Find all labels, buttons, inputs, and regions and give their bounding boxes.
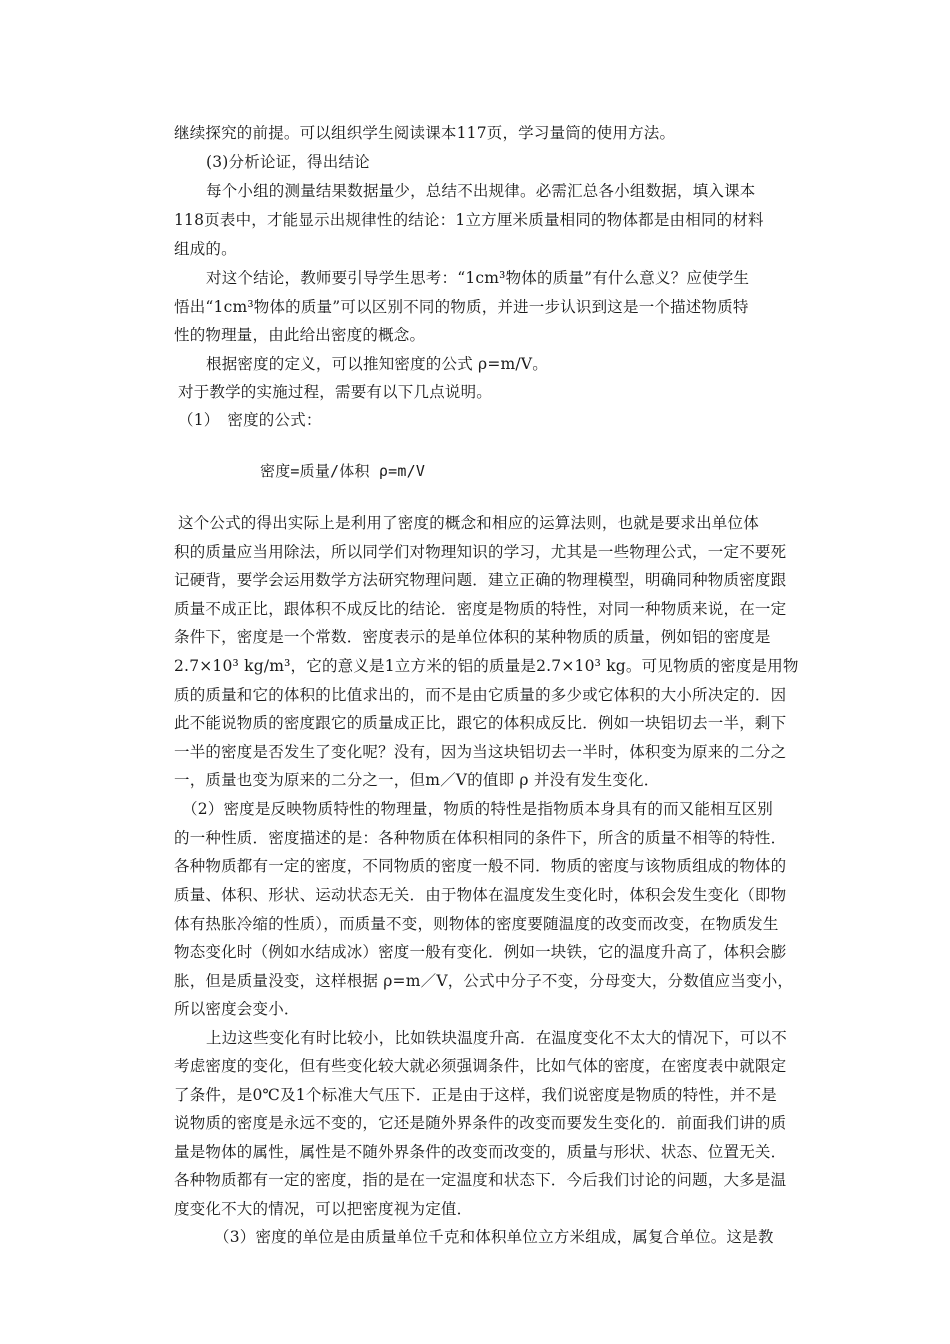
- text-line: 条件下，密度是一个常数．密度表示的是单位体积的某种物质的质量，例如铝的密度是: [174, 628, 771, 646]
- text-line: 根据密度的定义，可以推知密度的公式 ρ=m/V。: [206, 355, 548, 373]
- list-item-heading: （1） 密度的公式：: [178, 411, 322, 429]
- text-line: 质量、体积、形状、运动状态无关．由于物体在温度发生变化时，体积会发生变化（即物: [174, 886, 787, 904]
- text-line: 对于教学的实施过程，需要有以下几点说明。: [178, 383, 493, 401]
- text-line: 说物质的密度是永远不变的，它还是随外界条件的改变而要发生变化的．前面我们讲的质: [174, 1114, 787, 1132]
- text-line: 记硬背，要学会运用数学方法研究物理问题．建立正确的物理模型，明确同种物质密度跟: [174, 571, 787, 589]
- text-line: 每个小组的测量结果数据量少，总结不出规律。必需汇总各小组数据，填入课本: [206, 182, 756, 200]
- text-line: （2）密度是反映物质特性的物理量，物质的特性是指物质本身具有的而又能相互区别: [182, 800, 773, 818]
- text-line: 胀，但是质量没变，这样根据 ρ=m／V，公式中分子不变，分母变大，分数值应当变小，: [174, 972, 794, 990]
- density-formula: 密度=质量/体积 ρ=m/V: [260, 462, 426, 480]
- text-line: 这个公式的得出实际上是利用了密度的概念和相应的运算法则，也就是要求出单位体: [178, 514, 759, 532]
- text-line: 各种物质都有一定的密度，指的是在一定温度和状态下．今后我们讨论的问题，大多是温: [174, 1171, 787, 1189]
- text-line: 的一种性质．密度描述的是：各种物质在体积相同的条件下，所含的质量不相等的特性．: [174, 829, 787, 847]
- text-line: 所以密度会变小．: [174, 1000, 300, 1018]
- text-line: （3）密度的单位是由质量单位千克和体积单位立方米组成，属复合单位。这是教: [214, 1228, 774, 1246]
- section-heading: (3)分析论证，得出结论: [206, 153, 370, 171]
- text-line: 度变化不大的情况，可以把密度视为定值．: [174, 1200, 473, 1218]
- text-line: 物态变化时（例如水结成冰）密度一般有变化．例如一块铁，它的温度升高了，体积会膨: [174, 943, 787, 961]
- text-line: 上边这些变化有时比较小，比如铁块温度升高．在温度变化不太大的情况下，可以不: [206, 1029, 787, 1047]
- text-line: 对这个结论，教师要引导学生思考：“1cm³物体的质量”有什么意义？应使学生: [206, 269, 750, 287]
- text-line: 质的质量和它的体积的比值求出的，而不是由它质量的多少或它体积的大小所决定的．因: [174, 686, 787, 704]
- text-line: 性的物理量，由此给出密度的概念。: [174, 326, 426, 344]
- text-line: 量是物体的属性，属性是不随外界条件的改变而改变的，质量与形状、状态、位置无关．: [174, 1143, 787, 1161]
- text-line: 积的质量应当用除法，所以同学们对物理知识的学习，尤其是一些物理公式，一定不要死: [174, 543, 787, 561]
- text-line: 质量不成正比，跟体积不成反比的结论．密度是物质的特性，对同一种物质来说，在一定: [174, 600, 787, 618]
- text-line: 一半的密度是否发生了变化呢？没有，因为当这块铝切去一半时，体积变为原来的二分之: [174, 743, 787, 761]
- text-line: 继续探究的前提。可以组织学生阅读课本117页，学习量筒的使用方法。: [174, 124, 676, 142]
- text-line: 考虑密度的变化，但有些变化较大就必须强调条件，比如气体的密度，在密度表中就限定: [174, 1057, 787, 1075]
- text-line: 118页表中，才能显示出规律性的结论：1立方厘米质量相同的物体都是由相同的材料: [174, 211, 764, 229]
- text-line: 2.7×10³ kg/m³，它的意义是1立方米的铝的质量是2.7×10³ kg。可见物质的密度是用物: [174, 657, 799, 675]
- text-line: 了条件，是0℃及1个标准大气压下．正是由于这样，我们说密度是物质的特性，并不是: [174, 1086, 777, 1104]
- text-line: 组成的。: [174, 240, 237, 258]
- text-line: 一，质量也变为原来的二分之一，但m／V的值即 ρ 并没有发生变化．: [174, 771, 660, 789]
- text-line: 体有热胀冷缩的性质），而质量不变，则物体的密度要随温度的改变而改变，在物质发生: [174, 915, 779, 933]
- text-line: 此不能说物质的密度跟它的质量成正比，跟它的体积成反比．例如一块铝切去一半，剩下: [174, 714, 787, 732]
- text-line: 悟出“1cm³物体的质量”可以区别不同的物质，并进一步认识到这是一个描述物质特: [174, 298, 749, 316]
- text-line: 各种物质都有一定的密度，不同物质的密度一般不同．物质的密度与该物质组成的物体的: [174, 857, 787, 875]
